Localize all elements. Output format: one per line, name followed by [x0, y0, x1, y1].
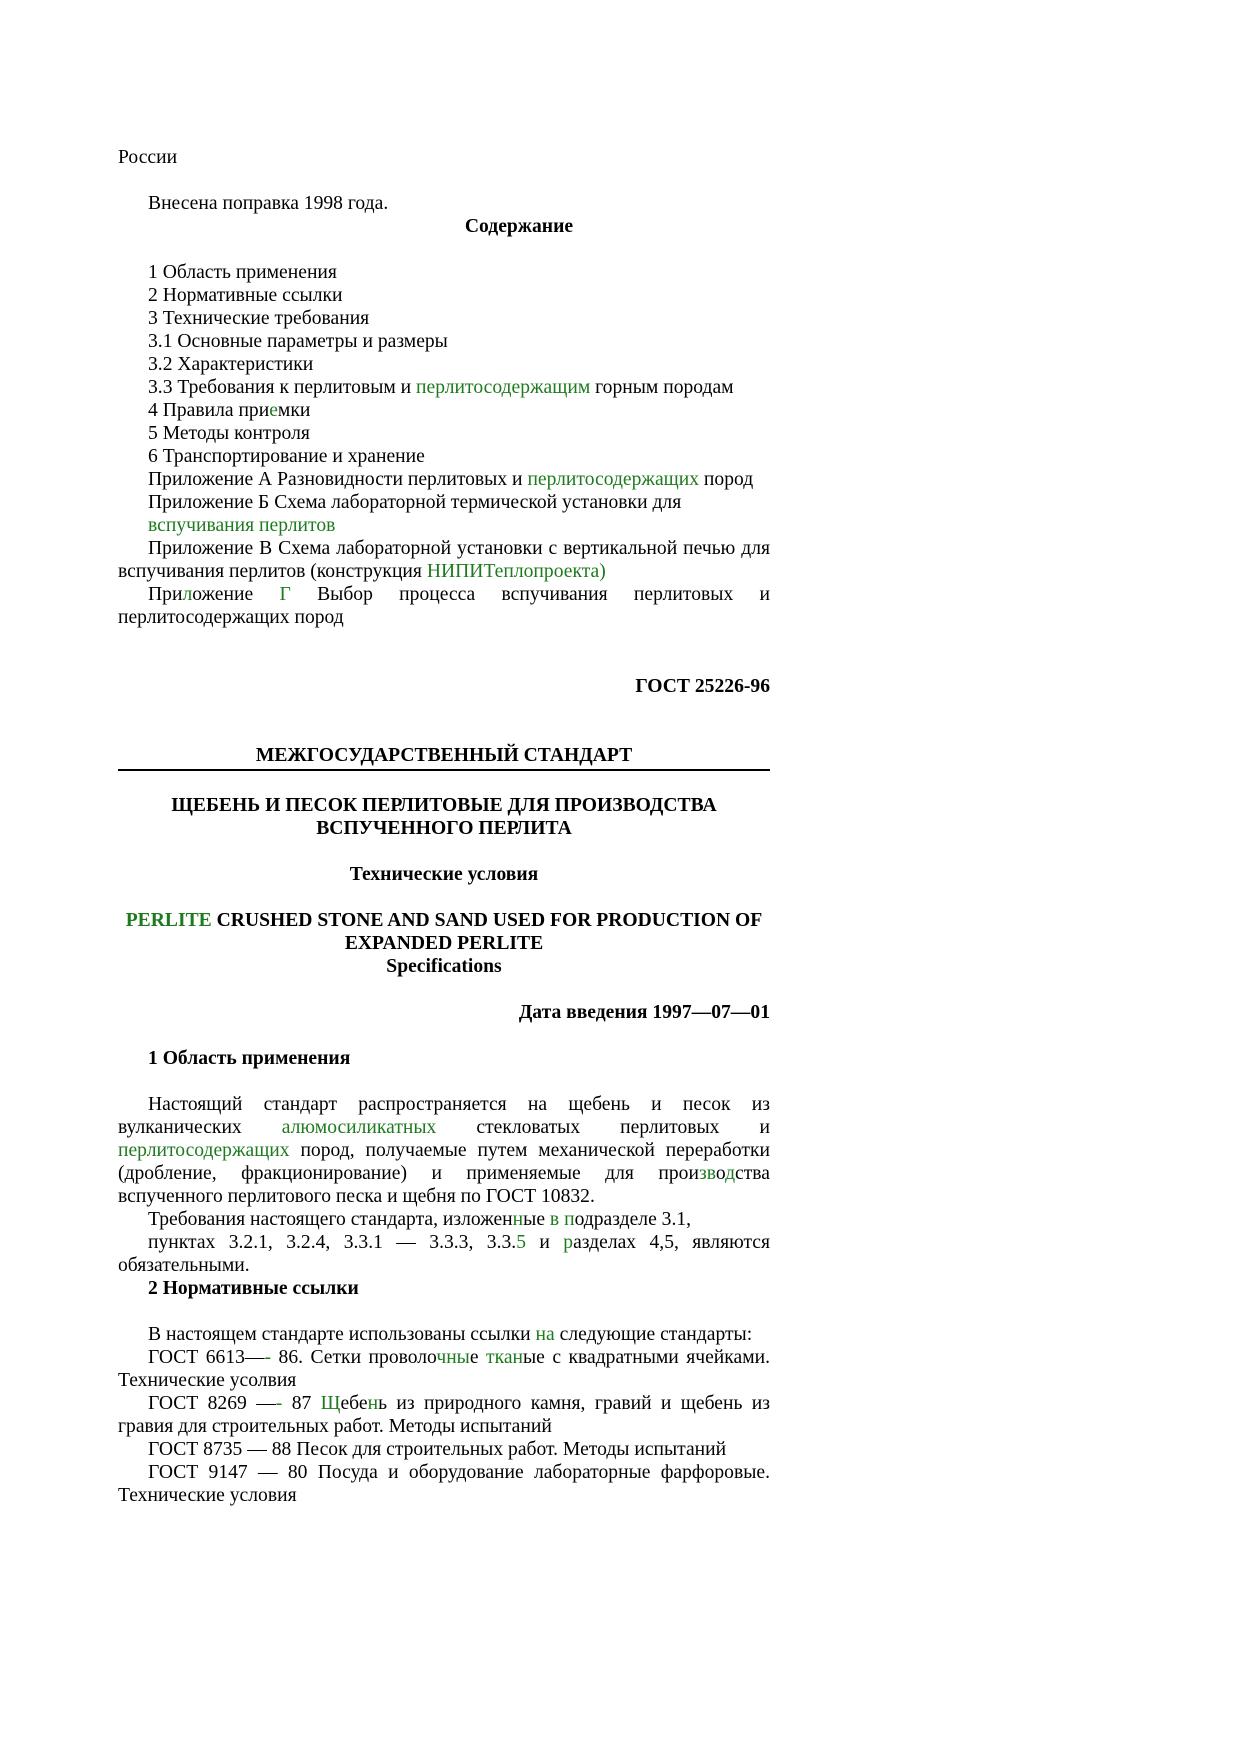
paragraph: [118, 1208, 770, 1231]
spacer: [118, 629, 770, 675]
highlighted-term: л: [182, 584, 193, 605]
subtitle-english: Specifications: [386, 956, 502, 977]
paragraph-text: ь из природного камня, гравий и щебень из гравия для строительных работ. Методы испытаний: [118, 1393, 771, 1437]
toc-item[interactable]: [118, 399, 770, 422]
highlighted-term: Щ: [320, 1393, 341, 1414]
highlighted-term: перлитосодержащих: [527, 469, 700, 490]
toc-text: пород: [699, 469, 754, 490]
paragraph-text: ГОСТ 8269 —: [148, 1393, 276, 1414]
section-1-heading: 1 Область применения: [148, 1048, 351, 1069]
toc-item[interactable]: [118, 583, 770, 629]
toc-title: Содержание: [464, 216, 574, 237]
country-line: России: [118, 147, 178, 168]
standard-type-heading: МЕЖГОСУДАРСТВЕННЫЙ СТАНДАРТ: [118, 744, 770, 771]
document-page: [118, 146, 770, 1507]
toc-text: жение: [201, 584, 280, 605]
paragraph-text: следующие стандарты:: [554, 1324, 753, 1345]
table-of-contents: [118, 261, 770, 629]
highlighted-term: н: [367, 1393, 379, 1414]
spacer: [118, 698, 770, 744]
paragraph: [118, 1231, 770, 1277]
toc-item[interactable]: 6 Транспортирование и хранение: [148, 446, 425, 467]
paragraph: [118, 1323, 770, 1346]
highlighted-term: на: [535, 1324, 555, 1345]
reference-item: [118, 1346, 770, 1392]
paragraph-text: В настоящем стандарте использованы ссылки: [148, 1324, 536, 1345]
highlighted-term: -: [264, 1347, 272, 1368]
toc-text: Приложение Б Схема лабораторной термической установки для: [148, 492, 682, 513]
introduction-date: Дата введения 1997—07—01: [518, 1002, 770, 1023]
toc-item[interactable]: [118, 491, 770, 537]
paragraph-text: 87: [282, 1393, 321, 1414]
paragraph-text: ГОСТ 6613—: [148, 1347, 265, 1368]
highlighted-term: -: [275, 1393, 283, 1414]
subtitle-russian: Технические условия: [349, 864, 539, 885]
paragraph-text: Требования настоящего стандарта, изложен: [148, 1209, 513, 1230]
toc-item[interactable]: 5 Методы контроля: [148, 423, 310, 444]
spacer: [118, 978, 770, 1001]
spacer: [118, 886, 770, 909]
highlighted-term: Г: [279, 584, 291, 605]
title-english: [118, 909, 770, 955]
highlighted-term: алюмосиликатных: [281, 1117, 437, 1138]
toc-item[interactable]: 3.1 Основные параметры и размеры: [148, 331, 448, 352]
document-code: ГОСТ 25226-96: [635, 676, 770, 697]
toc-text: При: [148, 584, 183, 605]
paragraph-text: ебе: [340, 1393, 368, 1414]
highlighted-term: чны: [436, 1347, 470, 1368]
toc-text: о: [192, 584, 202, 605]
toc-text: мки: [277, 400, 311, 421]
highlighted-term: д: [725, 1163, 736, 1184]
highlighted-term: в п: [549, 1209, 575, 1230]
toc-item[interactable]: 3 Технические требования: [148, 308, 370, 329]
title-english-text: CRUSHED STONE AND SAND USED FOR PRODUCTION OF EXPANDED PERLITE: [211, 910, 763, 954]
spacer: [118, 1024, 770, 1047]
highlighted-term: PERLITE: [125, 910, 212, 931]
highlighted-term: ткан: [486, 1347, 523, 1368]
spacer: [118, 169, 770, 192]
reference-item: ГОСТ 9147 — 80 Посуда и оборудование лабораторные фарфоровые. Технические условия: [118, 1462, 770, 1506]
spacer: [118, 840, 770, 863]
paragraph-text: ые с квадратными ячейками. Технические усолвия: [118, 1347, 770, 1391]
spacer: [118, 238, 770, 261]
toc-item[interactable]: [118, 376, 770, 399]
toc-item[interactable]: 3.2 Характеристики: [148, 354, 314, 375]
title-russian: ЩЕБЕНЬ И ПЕСОК ПЕРЛИТОВЫЕ ДЛЯ ПРОИЗВОДСТВА ВСПУЧЕННОГО ПЕРЛИТА: [171, 795, 717, 839]
highlighted-term: вспучивания перлитов: [148, 515, 336, 536]
highlighted-term: НИПИТеплопроекта): [426, 561, 606, 582]
reference-item: ГОСТ 8735 — 88 Песок для строительных работ. Методы испытаний: [148, 1439, 727, 1460]
paragraph-text: и: [525, 1232, 564, 1253]
spacer: [118, 771, 770, 794]
highlighted-term: перлитосодержащим: [416, 377, 591, 398]
paragraph-text: Настоящий стандарт распространяется на щебень и песок из вулканических: [118, 1094, 770, 1138]
paragraph-text: ые: [523, 1209, 550, 1230]
paragraph-text: пунктах 3.2.1, 3.2.4, 3.3.1 — 3.3.3, 3.3.: [148, 1232, 517, 1253]
toc-item[interactable]: [118, 468, 770, 491]
toc-text: Приложение В Схема лабораторной установки с вертикальной печью для вспучивания перлитов (конструкция: [118, 538, 770, 582]
highlighted-term: р: [563, 1232, 574, 1253]
section-2-heading: 2 Нормативные ссылки: [148, 1278, 359, 1299]
toc-text: Приложение А Разновидности перлитовых и: [148, 469, 528, 490]
amendment-line: Внесена поправка 1998 года.: [148, 193, 389, 214]
spacer: [118, 1070, 770, 1093]
toc-text: 4 Правила при: [148, 400, 270, 421]
spacer: [118, 1300, 770, 1323]
paragraph: [118, 1093, 770, 1208]
highlighted-term: е: [269, 400, 278, 421]
paragraph-text: о: [715, 1163, 726, 1184]
toc-item[interactable]: 2 Нормативные ссылки: [148, 285, 343, 306]
paragraph-text: стекловатых перлитовых и: [436, 1117, 770, 1138]
highlighted-term: перлитосодержащих: [118, 1140, 290, 1161]
highlighted-term: зв: [698, 1163, 716, 1184]
toc-text: 3.3 Требования к перлитовым и: [148, 377, 417, 398]
toc-item[interactable]: [118, 537, 770, 583]
paragraph-text: азделах 4,5, являются обязательными.: [118, 1232, 770, 1276]
highlighted-term: 5: [516, 1232, 526, 1253]
paragraph-text: пород, получаемые путем механической переработки (дробление, фракционирование) и применяемые для прои: [118, 1140, 770, 1184]
paragraph-text: ства вспученного перлитового песка и щебня по ГОСТ 10832.: [118, 1163, 770, 1207]
highlighted-term: н: [512, 1209, 524, 1230]
paragraph-text: одразделе 3.1,: [574, 1209, 692, 1230]
paragraph-text: 86. Сетки проволо: [271, 1347, 437, 1368]
toc-text: горным породам: [590, 377, 734, 398]
toc-text: Выбор процесса вспучивания перлитовых и перлитосодержащих пород: [118, 584, 771, 628]
toc-item[interactable]: 1 Область применения: [148, 262, 337, 283]
paragraph-text: е: [469, 1347, 487, 1368]
reference-item: [118, 1392, 770, 1438]
